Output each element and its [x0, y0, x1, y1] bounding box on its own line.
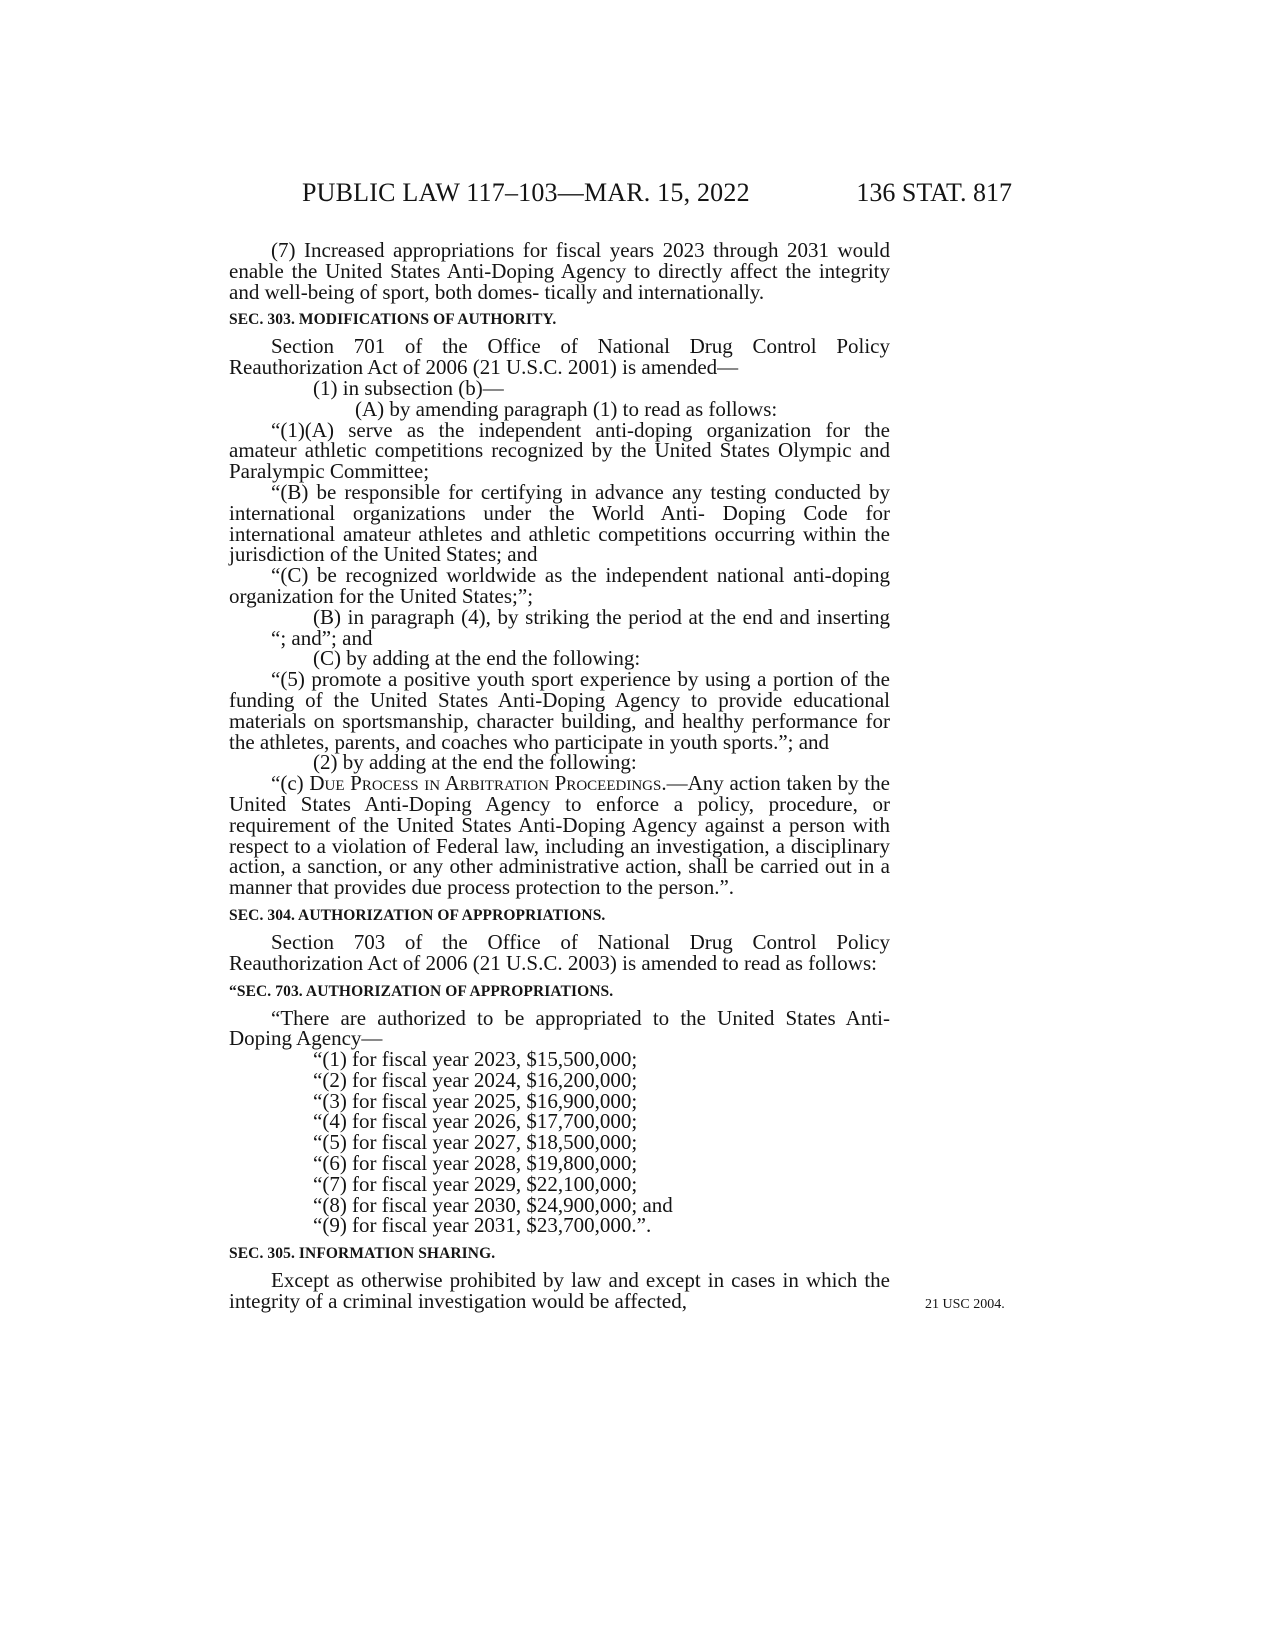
section-703-heading: “SEC. 703. AUTHORIZATION OF APPROPRIATIONS. — [229, 982, 614, 1000]
section-703-intro: “There are authorized to be appropriated to the United States Anti-Doping Agency— — [229, 1005, 890, 1051]
quoted-paragraph-5: “(5) promote a positive youth sport experience by using a portion of the funding of the United States Anti-Doping Agency to provide educational materials on sportsmanship, character building, and healthy performance for the athletes, parents, and coaches who participate in youth sports.”; and — [229, 667, 890, 754]
quoted-paragraph-1a: “(1)(A) serve as the independent anti-doping organization for the amateur athletic competitions recognized by the United States Olympic and Paralympic Committee; — [229, 417, 890, 484]
section-304-heading: SEC. 304. AUTHORIZATION OF APPROPRIATIONS. — [229, 906, 606, 924]
appropriation-item: “(2) for fiscal year 2024, $16,200,000; — [313, 1067, 638, 1092]
quoted-subsection-c — [229, 773, 890, 898]
section-303-item-1: (1) in subsection (b)— — [313, 375, 504, 400]
subsection-c-prefix: “(c) — [271, 771, 310, 796]
subsection-c-text: .—Any action taken by the United States Anti-Doping Agency to enforce a policy, procedure, or requirement of the United States Anti-Doping Agency against a person with respect to a violation of Federal law, including an investigation, a disciplinary action, a sanction, or any other administrative action, shall be carried out in a manner that provides due process protection to the person.”. — [229, 771, 890, 900]
section-303-intro: Section 701 of the Office of National Drug Control Policy Reauthorization Act of 2006 (21 U.S.C. 2001) is amended— — [229, 334, 890, 380]
section-305-intro: Except as otherwise prohibited by law and except in cases in which the integrity of a criminal investigation would be affected, — [229, 1268, 890, 1314]
section-303-item-2: (2) by adding at the end the following: — [313, 750, 637, 775]
section-305-heading: SEC. 305. INFORMATION SHARING. — [229, 1245, 496, 1263]
statute-page-number: 136 STAT. 817 — [856, 178, 1012, 207]
section-303-heading: SEC. 303. MODIFICATIONS OF AUTHORITY. — [229, 311, 557, 329]
appropriation-item: “(6) for fiscal year 2028, $19,800,000; — [313, 1151, 638, 1176]
margin-citation-note: 21 USC 2004. — [925, 1297, 1005, 1312]
appropriation-item: “(7) for fiscal year 2029, $22,100,000; — [313, 1171, 638, 1196]
subsection-c-heading: Due Process in Arbitration Proceedings — [309, 771, 662, 796]
quoted-paragraph-c: “(C) be recognized worldwide as the independent national anti-doping organization for the United States;”; — [229, 563, 890, 608]
appropriation-item: “(3) for fiscal year 2025, $16,900,000; — [313, 1088, 638, 1113]
section-303-item-1c: (C) by adding at the end the following: — [313, 646, 641, 671]
appropriation-item: “(5) for fiscal year 2027, $18,500,000; — [313, 1130, 638, 1155]
paragraph-7: (7) Increased appropriations for fiscal years 2023 through 2031 would enable the United States Anti-Doping Agency to directly affect the integrity and well-being of sport, both domes- tically and internationally. — [229, 238, 890, 304]
section-303-item-1b: (B) in paragraph (4), by striking the period at the end and inserting “; and”; and — [271, 604, 890, 650]
appropriation-item: “(4) for fiscal year 2026, $17,700,000; — [313, 1109, 638, 1134]
quoted-paragraph-b: “(B) be responsible for certifying in advance any testing conducted by international organizations under the World Anti- Doping Code for international amateur athletes and athletic competitions occurring within the jurisdiction of the United States; and — [229, 479, 890, 567]
section-303-item-1a: (A) by amending paragraph (1) to read as follows: — [355, 396, 778, 421]
document-body — [229, 240, 890, 1312]
appropriation-item: “(9) for fiscal year 2031, $23,700,000.”. — [313, 1213, 652, 1238]
running-title: PUBLIC LAW 117–103—MAR. 15, 2022 — [302, 178, 750, 207]
section-304-intro: Section 703 of the Office of National Drug Control Policy Reauthorization Act of 2006 (21 U.S.C. 2003) is amended to read as follows: — [229, 929, 890, 975]
appropriation-item: “(1) for fiscal year 2023, $15,500,000; — [313, 1047, 638, 1072]
appropriation-item: “(8) for fiscal year 2030, $24,900,000; and — [313, 1192, 673, 1217]
page-header — [0, 178, 1275, 214]
